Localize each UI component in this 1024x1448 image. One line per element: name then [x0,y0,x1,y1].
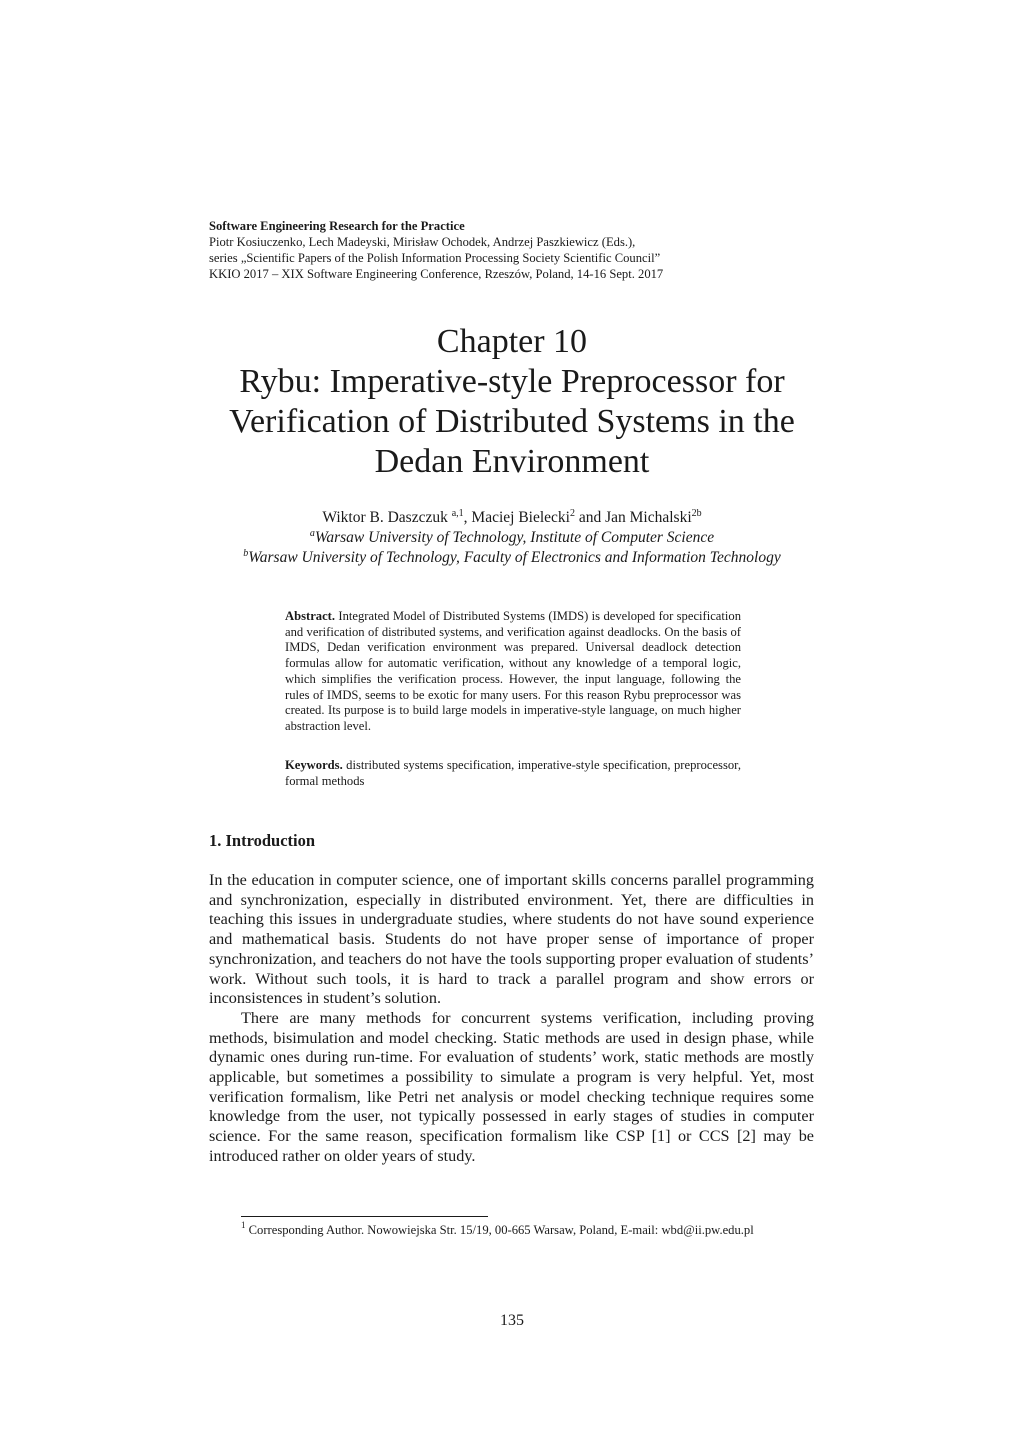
chapter-title-block [150,322,874,482]
affiliation-a [150,528,874,548]
author-bielecki: , Maciej Bielecki [463,509,570,526]
author-daszczuk-affiliation-mark: a,1 [451,508,464,519]
keywords-label: Keywords. [285,758,343,772]
affiliation-b-mark: b [243,548,249,559]
abstract [285,609,741,735]
intro-paragraph-1: In the education in computer science, one of important skills concerns parallel programming and synchronization, especially in distributed environment. Yet, there are difficulties in teaching this issues in undergraduate studies, where students do not have sound experience and mathematical basis. Students do not have proper sense of importance of proper synchronization, and teachers do not have the tools supporting proper evaluation of students’ work. Without such tools, it is hard to track a parallel program and show errors or inconsistences in student’s solution. [209,871,814,1008]
abstract-label: Abstract. [285,609,336,623]
author-list [150,508,874,528]
book-series: series „Scientific Papers of the Polish Information Processing Society Scientific Council” [209,251,661,265]
intro-paragraph-2: There are many methods for concurrent systems verification, including proving methods, bisimulation and model checking. Static methods are used in design phase, while dynamic ones during run-time. For evaluation of students’ work, static methods are mostly applicable, but sometimes a possibility to simulate a program is very helpful. Yet, most verification formalism, like Petri net analysis or model checking technique requires some knowledge from the user, not typically possessed in early stages of studies in computer science. For the same reason, specification formalism like CSP [1] or CCS [2] may be introduced rather on older years of study. [209,1008,814,1165]
keywords [285,758,741,789]
conference-info: KKIO 2017 – XIX Software Engineering Conference, Rzeszów, Poland, 14-16 Sept. 2017 [209,267,664,281]
footnote-text: Corresponding Author. Nowowiejska Str. 15/19, 00-665 Warsaw, Poland, E-mail: wbd@ii.pw.edu.pl [245,1223,754,1237]
keywords-text: distributed systems specification, imperative-style specification, preprocessor, formal methods [285,758,741,788]
author-bielecki-affiliation-mark: 2 [569,508,575,519]
affiliation-b [150,548,874,568]
book-editors: Piotr Kosiuczenko, Lech Madeyski, Mirisław Ochodek, Andrzej Paszkiewicz (Eds.), [209,235,636,249]
affiliation-b-text: Warsaw University of Technology, Faculty of Electronics and Information Technology [248,549,781,566]
authors-block [150,508,874,568]
author-michalski-affiliation-mark: 2b [691,508,702,519]
footnote [241,1222,841,1238]
introduction-body [209,871,814,1167]
footnote-mark: 1 [241,1220,246,1230]
book-title: Software Engineering Research for the Practice [209,219,465,233]
book-header [209,218,829,282]
author-daszczuk: Wiktor B. Daszczuk [322,509,452,526]
footnote-divider [241,1216,488,1217]
author-michalski: and Jan Michalski [574,509,692,526]
chapter-number: Chapter 10 [436,323,588,360]
affiliation-a-text: Warsaw University of Technology, Institute of Computer Science [314,529,715,546]
abstract-text: Integrated Model of Distributed Systems (IMDS) is developed for specification and verification of distributed systems, and verification against deadlocks. On the basis of IMDS, Dedan verification environment was prepared. Universal deadlock detection formulas allow for automatic verification, without any knowledge of a temporal logic, which simplifies the verification process. However, the input language, following the rules of IMDS, seems to be exotic for many users. For this reason Rybu preprocessor was created. Its purpose is to build large models in imperative-style language, on much higher abstraction level. [285,609,741,733]
chapter-title-line-3: Dedan Environment [374,443,650,480]
affiliation-a-mark: a [309,528,315,539]
chapter-title-line-1: Rybu: Imperative-style Preprocessor for [239,363,785,400]
page-number: 135 [500,1312,524,1329]
chapter-title-line-2: Verification of Distributed Systems in the [229,403,795,440]
section-heading: 1. Introduction [209,831,316,850]
